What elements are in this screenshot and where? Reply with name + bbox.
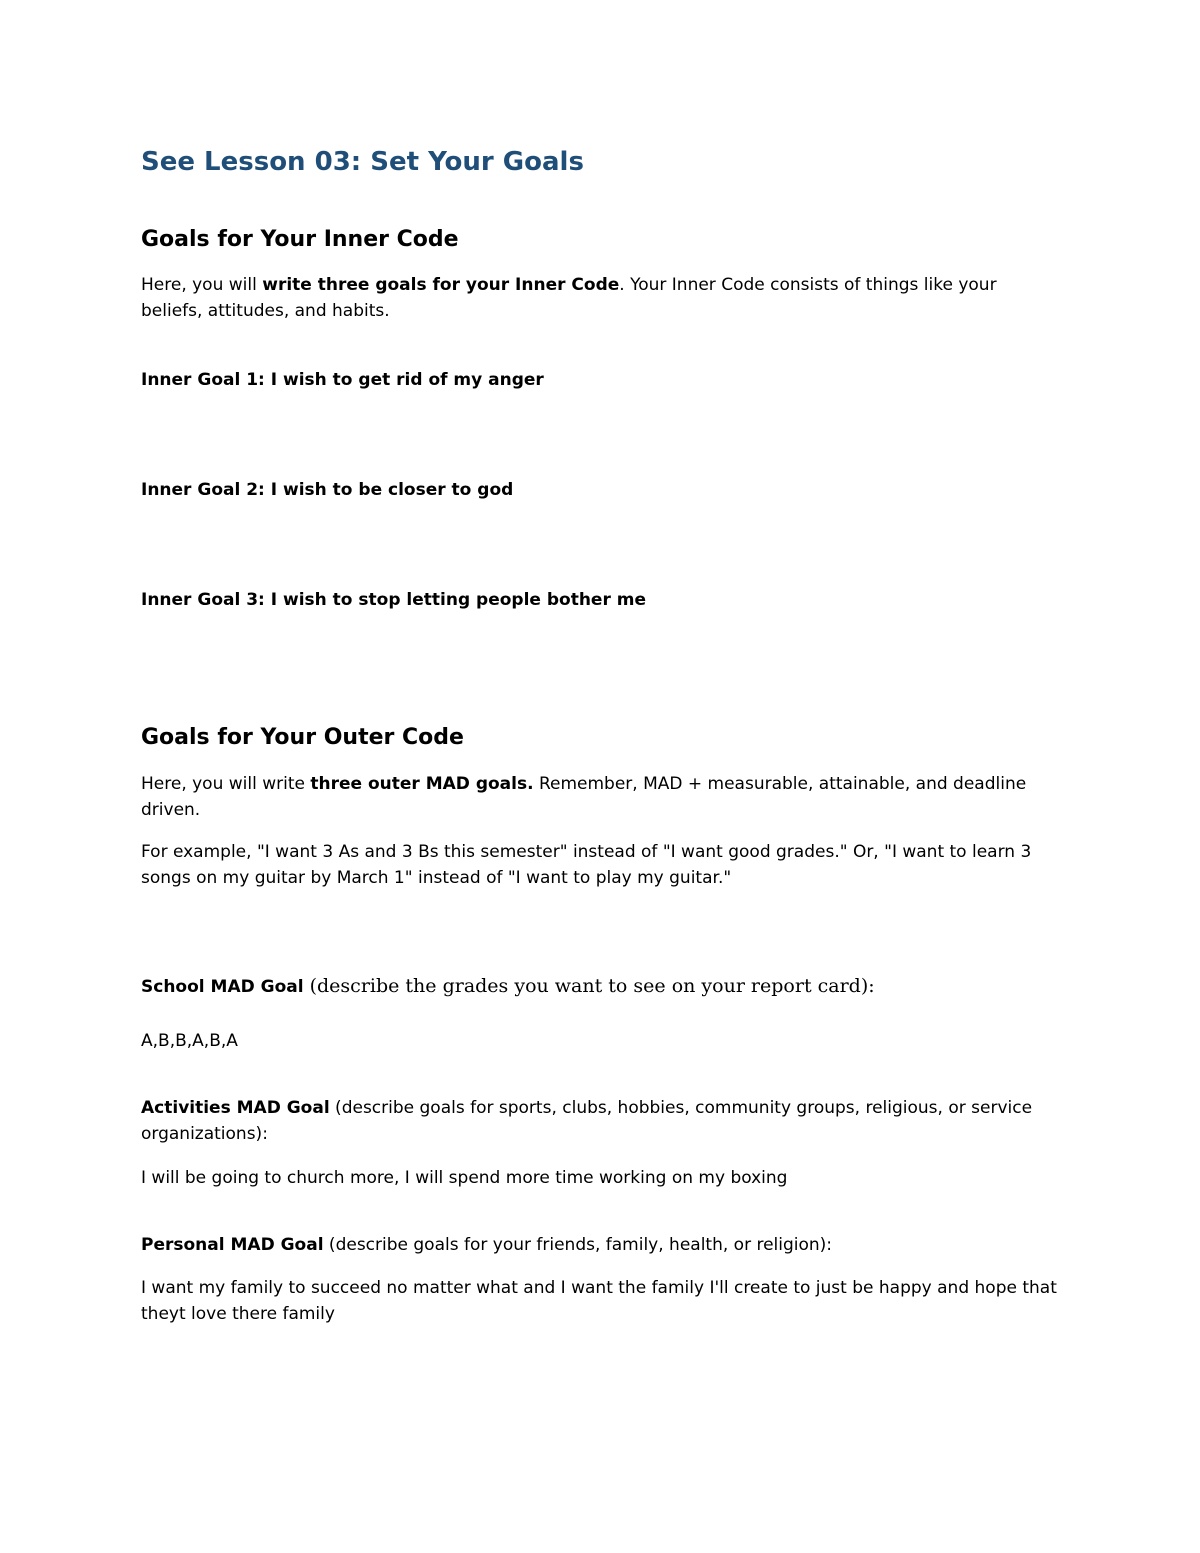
inner-goal-2: Inner Goal 2: I wish to be closer to god (141, 480, 514, 500)
page-title: See Lesson 03: Set Your Goals (141, 147, 584, 177)
activities-goal-answer: I will be going to church more, I will spend more time working on my boxing (141, 1168, 788, 1188)
outer-code-heading: Goals for Your Outer Code (141, 725, 464, 750)
inner-code-intro: Here, you will write three goals for your Inner Code. Your Inner Code consists of things like your beliefs, attitudes, and habits. (141, 275, 997, 321)
inner-goal-1: Inner Goal 1: I wish to get rid of my anger (141, 370, 544, 390)
school-goal-prompt: School MAD Goal (describe the grades you want to see on your report card): (141, 975, 875, 997)
activities-goal-prompt: Activities MAD Goal (describe goals for sports, clubs, hobbies, community groups, religious, or service organizations): (141, 1098, 1033, 1144)
personal-goal-answer: I want my family to succeed no matter what and I want the family I'll create to just be happy and hope that theyt love there family (141, 1278, 1057, 1324)
school-goal-answer: A,B,B,A,B,A (141, 1031, 238, 1051)
outer-code-example: For example, "I want 3 As and 3 Bs this semester" instead of "I want good grades." Or, "I want to learn 3 songs on my guitar by March 1" instead of "I want to play my guitar." (141, 842, 1032, 888)
inner-code-heading: Goals for Your Inner Code (141, 227, 459, 252)
personal-goal-prompt: Personal MAD Goal (describe goals for your friends, family, health, or religion): (141, 1235, 833, 1255)
outer-code-intro: Here, you will write three outer MAD goals. Remember, MAD + measurable, attainable, and deadline driven. (141, 774, 1027, 820)
inner-goal-3: Inner Goal 3: I wish to stop letting people bother me (141, 590, 647, 610)
